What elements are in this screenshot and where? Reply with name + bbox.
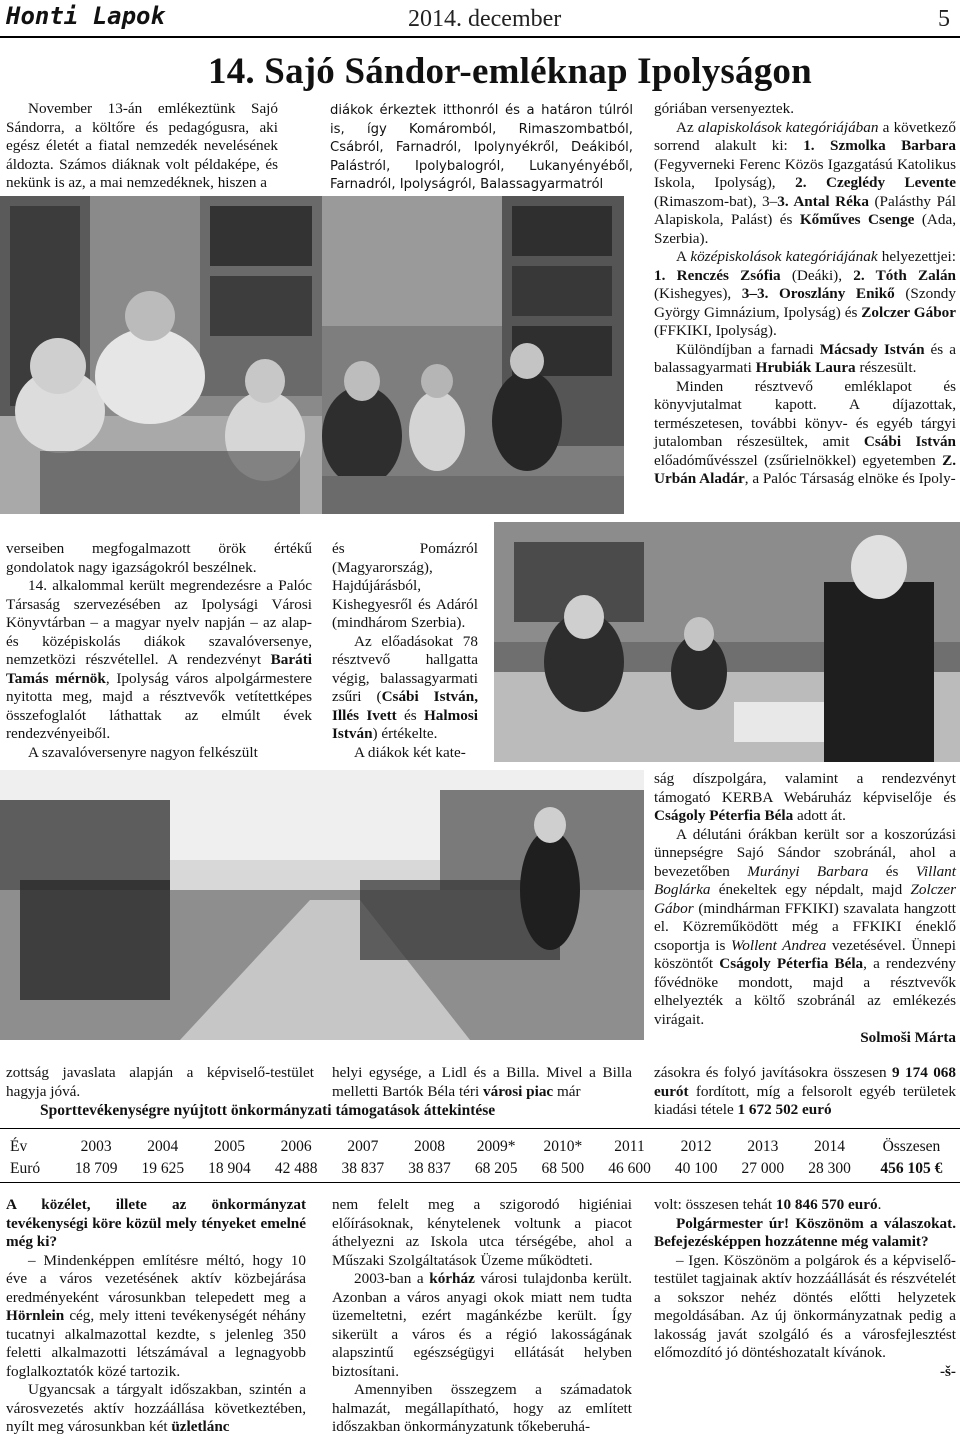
stats-table-title: Sporttevékenységre nyújtott önkormányzati támogatások áttekintése <box>40 1102 496 1119</box>
table-cell: 42 488 <box>274 1160 318 1177</box>
library-audience-photo-right <box>322 196 624 514</box>
interview-question-1: A közélet, illete az önkormányzat tevékenységi köre közül mely tényeket emelné még ki? <box>6 1196 306 1250</box>
issue-date: 2014. december <box>408 6 562 32</box>
jury-p2: A diákok két kate- <box>354 743 466 761</box>
table-cell: 2012 <box>680 1138 712 1155</box>
table-cell: 2013 <box>747 1138 779 1155</box>
wreath-ceremony-photo <box>0 770 644 1040</box>
table-cell: 27 000 <box>741 1160 785 1177</box>
interview-mid-1: nem felelt meg a szigorodó higiéniai előírásoknak, kénytelenek voltunk a piacot áthelyezni az Iskola utca térségébe, ahol a Műszaki Szolgáltatások Üzeme működteti. <box>332 1196 632 1269</box>
page-number: 5 <box>938 6 950 32</box>
table-cell: 19 625 <box>141 1160 185 1177</box>
results-p3: Különdíjban a farnadi Mácsady István és a balassagyarmati Hrubiák Laura részesült. <box>654 340 956 376</box>
table-cell: 2003 <box>80 1138 112 1155</box>
table-cell-total: 456 105 € <box>880 1160 943 1177</box>
table-cell: 2008 <box>413 1138 445 1155</box>
end-mark: -š- <box>939 1362 956 1380</box>
budget-col-3 <box>654 1064 956 1120</box>
table-cell: 2005 <box>213 1138 245 1155</box>
table-cell: 2014 <box>814 1138 846 1155</box>
table-top-rule <box>0 1128 960 1129</box>
table-cell: 2007 <box>347 1138 379 1155</box>
table-cell: 2004 <box>147 1138 179 1155</box>
table-row-euro <box>0 1158 960 1180</box>
jury-p0: és Pomázról (Magyarország), Hajdújárásból, Kishegyesről és Adáról (mindhárom Szerbia). <box>332 540 478 631</box>
results-p0: góriában versenyeztek. <box>654 100 794 117</box>
interview-question-2: Polgármester úr! Köszönöm a válaszokat. Befejezésképpen hozzátenne még valamit? <box>654 1214 956 1250</box>
event-p0: verseiben megfogalmazott örök értékű gondolatok nagy igazságokról beszélnek. <box>6 540 312 576</box>
interview-answer-1: – Mindenképpen említésre méltó, hogy 10 éve a város vezetésének aktív közbejárása eredményeként városunkban telepedett meg a Hörnlein cég, mely itteni tevékenységét néhány tucatnyi alkalmazottal kezdte, s jelenleg 350 feletti alkalmazotti létszámával a legnagyobb foglalkoztatók közé tartozik. <box>6 1251 306 1380</box>
budget-col-1 <box>6 1064 314 1101</box>
table-bottom-rule <box>0 1182 960 1183</box>
article-headline: 14. Sajó Sándor-emléknap Ipolyságon <box>208 51 812 92</box>
interview-col-2 <box>332 1196 632 1437</box>
interview-answer-2: Ugyancsak a tárgyalt időszakban, szintén a városvezetés aktív hozzáállása következtében, nyílt meg városunkban két üzletlánc <box>6 1381 306 1435</box>
results-p4: Minden résztvevő emléklapot és könyvjutalmat kapott. A díjazottak, természetesen, további könyv- és egyéb tárgyi jutalomban részesültek, amit Csábi István előadóművésszel (zsűrielnökkel) egyetemben Z. Urbán Aladár, a Palóc Társaság elnöke és Ipoly- <box>654 377 956 487</box>
table-cell: 46 600 <box>608 1160 651 1177</box>
jury-column <box>332 540 478 762</box>
table-cell: 38 837 <box>341 1160 385 1177</box>
library-audience-photo <box>0 196 322 514</box>
arrivals-paragraph: diákok érkeztek itthonról és a határon túlról is, így Komáromból, Rimaszombatból, Csábról, Farnadról, Ipolynyékről, Deákiból, Palástról, Ipolybalogról, Lukanyényéből, Farnadról, Ipolyságról, Balassagyarmatról <box>330 103 633 192</box>
budget-col-2 <box>332 1064 632 1101</box>
jury-p1: Az előadásokat 78 résztvevő hallgatta végig, balassagyarmati zsűri (Csábi István, Illés Ivett és Halmosi István) értékelte. <box>332 632 478 742</box>
table-cell: 2010* <box>543 1138 583 1155</box>
intro-paragraph: November 13-án emlékeztünk Sajó Sándorra, a költőre és pedagógusra, aki egész életét a fiatal nemzedék nevelésének áldozta. Számos diáknak volt példaképe, és nekünk is az, a mai nemzedéknek, hiszen a <box>6 100 278 191</box>
table-cell: Év <box>10 1138 28 1155</box>
budget-text-3: zásokra és folyó javításokra összesen 9 174 068 eurót fordított, míg a felsorolt egyéb területek kiadási tétele 1 672 502 euró <box>654 1064 956 1118</box>
table-cell: 18 904 <box>208 1160 251 1177</box>
table-cell: 2011 <box>614 1138 645 1155</box>
interview-answer-3: – Igen. Köszönöm a polgárok és a képviselő-testület tagjainak aktív hozzáállását és részvételét a sokszor nehéz döntés előtti helyzetek megoldásában. Az új önkormányzatnak pedig a lakosság javát szolgáló és a városfejlesztést előmozdító jó döntéshozatalt kívánok. <box>654 1251 956 1361</box>
jury-photo <box>494 522 960 762</box>
ceremony-column <box>654 770 956 1048</box>
interview-mid-3: Amennyiben összegzem a számadatok halmazát, megállapítható, hogy az említett időszakban önkormányzatunk tőkeberuhá- <box>332 1381 632 1435</box>
table-cell: 2006 <box>280 1138 312 1155</box>
budget-text-1: zottság javaslata alapján a képviselő-testület hagyja jóvá. <box>6 1064 314 1100</box>
event-p1: 14. alkalommal került megrendezésre a Palóc Társaság szervezésében az Ipolysági Városi Könyvtárban – a magyar nyelv napján – az alap- és középiskolás diákok szavalóversenye, nemzetközi részvétellel. A rendezvényt Baráti Tamás mérnök, Ipolyság város alpolgármestere nyitotta meg, majd a résztvevők vetítettképes összefoglalót láthattak az elmúlt évek rendezvényeiből. <box>6 577 313 742</box>
interview-mid-2: 2003-ban a kórház városi tulajdonba került. Azonban a város anyagi okok miatt nem tudta üzemeltetni, ezért magánkézbe került. Így sikerült a város és a régió lakosságának alapszintű egészségügyi ellátását helyben biztosítani. <box>332 1270 633 1380</box>
sports-funding-table <box>0 1136 960 1180</box>
event-column <box>6 540 312 762</box>
table-cell: 38 837 <box>408 1160 451 1177</box>
table-cell: 68 500 <box>541 1160 585 1177</box>
table-cell: 68 205 <box>474 1160 518 1177</box>
table-cell: 40 100 <box>674 1160 718 1177</box>
table-cell: Euró <box>10 1160 41 1177</box>
paper-name: Honti Lapok <box>6 2 165 30</box>
interview-col-3 <box>654 1196 956 1381</box>
event-p2: A szavalóversenyre nagyon felkészült <box>28 743 258 761</box>
table-cell: Összesen <box>882 1138 941 1155</box>
intro-column <box>6 100 278 193</box>
table-cell: 18 709 <box>74 1160 118 1177</box>
results-p2: A középiskolások kategóriájának helyezettjei: 1. Renczés Zsófia (Deáki), 2. Tóth Zalán (Kishegyes), 3–3. Oroszlány Enikő (Szondy György Gimnázium, Ipolyság) és Zolczer Gábor (FFKIKI, Ipolyság). <box>654 248 956 339</box>
arrivals-column <box>330 100 633 195</box>
author-signature: Solmoši Márta <box>860 1029 956 1046</box>
table-row-years <box>0 1136 960 1158</box>
ceremony-p1: A délutáni órákban került sor a koszorúzási ünnepségre Sajó Sándor szobránál, ahol a bevezetőben Murányi Barbara és Villant Boglárka énekeltek egy népdalt, majd Zolczer Gábor (mindhárman FFKIKI) szavalata hangzott el. Közreműködött még a FFKIKI éneklő csoportja is Wollent Andrea vezetésével. Ünnepi köszöntőt Cságoly Péterfia Béla, a rendezvény fővédnöke mondott, majd a résztvevők elhelyezték a költő szobránál az emlékezés virágait. <box>654 825 957 1028</box>
interview-total: volt: összesen tehát 10 846 570 euró. <box>654 1196 882 1213</box>
interview-col-1 <box>6 1196 306 1437</box>
table-cell: 2009* <box>476 1138 516 1155</box>
table-cell: 28 300 <box>808 1160 851 1177</box>
results-p1: Az alapiskolások kategóriájában a következő sorrend alakult ki: 1. Szmolka Barbara (Fegyverneki Ferenc Közös Igazgatású Katolikus Iskola, Ipolyság), 2. Czeglédy Levente (Rimaszom-bat), 3–3. Antal Réka (Palásthy Pál Alapiskola, Palást) és Kőműves Csenge (Ada, Szerbia). <box>654 118 957 247</box>
ceremony-p0: ság díszpolgára, valamint a rendezvényt támogató KERBA Webáruház képviselője és Cságoly Péterfia Béla adott át. <box>654 770 956 824</box>
results-column <box>654 100 956 489</box>
budget-text-2: helyi egysége, a Lidl és a Billa. Mivel a Billa melletti Bartók Béla téri városi piac már <box>332 1064 632 1100</box>
